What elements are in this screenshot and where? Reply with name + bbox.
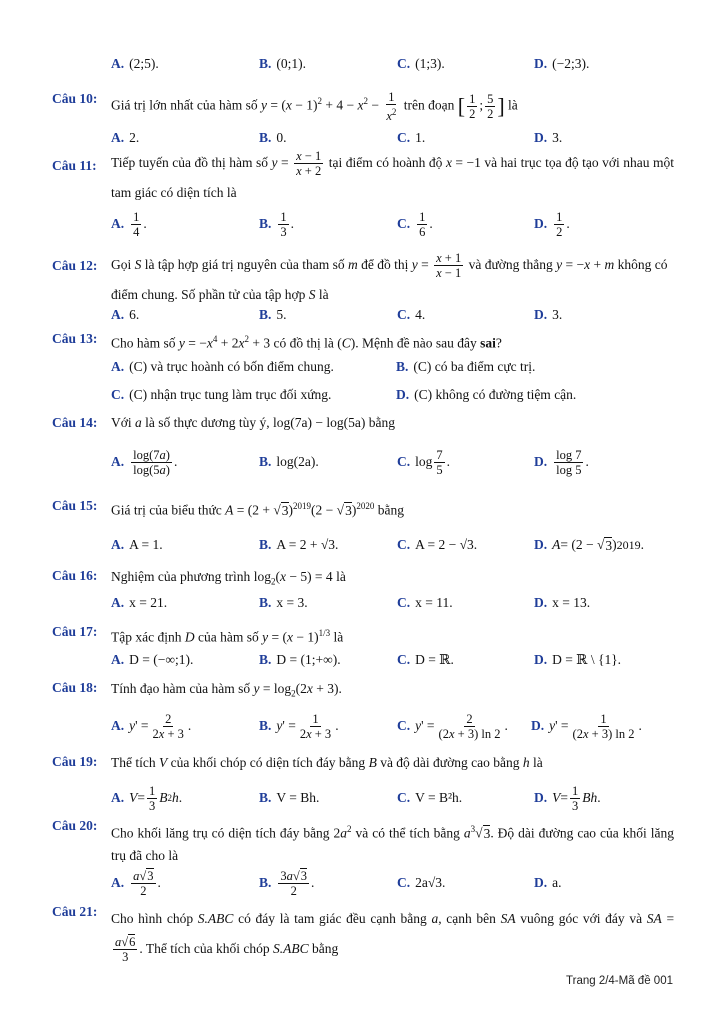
question-number: Câu 17:: [52, 624, 98, 639]
question-9-options: [52, 48, 674, 80]
question-text: Nghiệm của phương trình $\log_2(x - 5) = 4$ là: [111, 569, 346, 587]
option-a[interactable]: A. 2.: [111, 130, 140, 145]
option-a[interactable]: A. D = (−∞;1).: [111, 652, 194, 667]
option-d[interactable]: D. (C) không có đường tiệm cận.: [396, 387, 577, 402]
option-b[interactable]: B. x = 3.: [259, 595, 308, 610]
question-number: Câu 16:: [52, 568, 98, 583]
option-b[interactable]: B. $\frac{1}{3}$ .: [259, 209, 295, 239]
question-number: Câu 12:: [52, 258, 98, 273]
option-a[interactable]: A. $\frac{\log(7a)}{\log(5a)}$ .: [111, 447, 178, 477]
option-a[interactable]: A. (C) và trục hoành có bốn điểm chung.: [111, 359, 334, 374]
question-14: [52, 412, 674, 492]
question-19: [52, 752, 674, 818]
option-b[interactable]: B. (C) có ba điểm cực trị.: [396, 359, 536, 374]
question-10: [52, 88, 674, 154]
option-a[interactable]: A. (2;5).: [111, 56, 159, 71]
option-a[interactable]: A. y ' = $\frac{2}{2x + 3}$ .: [111, 711, 192, 741]
option-d[interactable]: D. V = $\frac{1}{3}$ Bh .: [534, 783, 601, 813]
option-b[interactable]: B. (0;1).: [259, 56, 307, 71]
option-d[interactable]: D. 3.: [534, 307, 563, 322]
option-a[interactable]: A. 6.: [111, 307, 140, 322]
question-15: [52, 492, 674, 562]
option-d[interactable]: D. (−2;3).: [534, 56, 590, 71]
option-b[interactable]: B. y ' = $\frac{1}{2x + 3}$ .: [259, 711, 339, 741]
option-c[interactable]: C. $\frac{1}{6}$ .: [397, 209, 433, 239]
option-c[interactable]: C. log $\frac{7}{5}$ .: [397, 447, 451, 477]
option-c[interactable]: C. x = 11.: [397, 595, 453, 610]
page-footer: Trang 2/4-Mã đề 001: [566, 975, 673, 987]
option-a[interactable]: A. A = 1.: [111, 537, 163, 552]
question-17: [52, 620, 674, 676]
option-d[interactable]: D. $\frac{1}{2}$ .: [534, 209, 570, 239]
option-c[interactable]: C. 2a√3.: [397, 875, 446, 890]
option-b[interactable]: B. V = Bh.: [259, 790, 320, 805]
question-text: Tập xác định D của hàm số $y = (x - 1)^{1/3}$ là: [111, 628, 344, 645]
question-number: Câu 13:: [52, 331, 98, 346]
option-c[interactable]: C. D = ℝ.: [397, 652, 454, 667]
question-text: Tiếp tuyến của đồ thị hàm số y = $\frac{x - 1}{x + 2}$ tại điểm có hoành độ x = −1 và hai trục tọa độ tạo với nhau một tam giác có diện tích là: [111, 149, 674, 201]
question-text: Thể tích V của khối chóp có diện tích đáy bằng B và độ dài đường cao bằng h là: [111, 755, 543, 770]
question-21: [52, 904, 674, 970]
question-text: Giá trị lớn nhất của hàm số $y = (x - 1)^2 + 4 - x^2$ − $\frac{1}{x^2}$ trên đoạn [ $\frac{1}{2}$ ; $\frac{5}{2}$ ] là: [111, 89, 518, 123]
question-text: Giá trị của biểu thức $A = (2 + √3)^{2019}(2 - √3)^{2020}$ bằng: [111, 501, 404, 518]
question-text: Cho khối lăng trụ có diện tích đáy bằng $2a^2$ và có thể tích bằng $a^3√3$. Độ dài đường cao của khối lăng trụ đã cho là: [111, 824, 674, 863]
question-number: Câu 14:: [52, 415, 98, 430]
question-number: Câu 20:: [52, 818, 98, 833]
question-text: Gọi S là tập hợp giá trị nguyên của tham số m để đồ thị y = $\frac{x + 1}{x - 1}$ và đường thẳng y = −x + m không có điểm chung. Số phần tử của tập hợp S là: [111, 251, 668, 303]
question-16: [52, 566, 674, 618]
question-number: Câu 10:: [52, 91, 98, 106]
option-d[interactable]: D. $\frac{\log 7}{\log 5}$ .: [534, 447, 589, 477]
option-a[interactable]: A. x = 21.: [111, 595, 168, 610]
question-20: [52, 818, 674, 904]
option-d[interactable]: D. D = ℝ \ {1}.: [534, 652, 622, 667]
option-d[interactable]: D. y ' = $\frac{1}{(2x + 3) \ln 2}$ .: [531, 711, 642, 741]
question-number: Câu 15:: [52, 498, 98, 513]
option-d[interactable]: D. x = 13.: [534, 595, 591, 610]
option-b[interactable]: B. A = 2 + √3.: [259, 537, 339, 552]
question-number: Câu 19:: [52, 754, 98, 769]
question-18: [52, 678, 674, 748]
option-c[interactable]: C. V = B²h.: [397, 790, 463, 805]
option-c[interactable]: C. A = 2 − √3.: [397, 537, 478, 552]
option-c[interactable]: C. (1;3).: [397, 56, 445, 71]
question-13: [52, 328, 674, 410]
option-a[interactable]: A. $\frac{1}{4}$ .: [111, 209, 147, 239]
question-text: Với a là số thực dương tùy ý, log(7a) − log(5a) bằng: [111, 415, 395, 430]
option-b[interactable]: B. 0.: [259, 130, 287, 145]
question-11: [52, 148, 674, 248]
option-d[interactable]: D. a.: [534, 875, 562, 890]
question-text: Cho hàm số $y = -x^4 + 2x^2 + 3$ có đồ thị là (C). Mệnh đề nào sau đây sai?: [111, 334, 502, 351]
option-a[interactable]: A. $\frac{a√3}{2}$ .: [111, 868, 161, 898]
option-b[interactable]: B. D = (1;+∞).: [259, 652, 341, 667]
option-c[interactable]: C. (C) nhận trục tung làm trục đối xứng.: [111, 387, 332, 402]
option-c[interactable]: C. y ' = $\frac{2}{(2x + 3) \ln 2}$ .: [397, 711, 508, 741]
option-a[interactable]: A. V = $\frac{1}{3}$ B 2 h .: [111, 783, 183, 813]
option-b[interactable]: B. $\frac{3a√3}{2}$ .: [259, 868, 315, 898]
question-number: Câu 11:: [52, 158, 97, 173]
question-text: Cho hình chóp S.ABC có đáy là tam giác đều cạnh bằng a, cạnh bên SA vuông góc với đáy và SA = $\frac{a√6}{3}$ . Thể tích của khối chóp S.ABC bằng: [111, 911, 675, 965]
question-number: Câu 18:: [52, 680, 98, 695]
option-c[interactable]: C. 4.: [397, 307, 426, 322]
option-d[interactable]: D. 3.: [534, 130, 563, 145]
option-b[interactable]: B. log(2a).: [259, 454, 319, 469]
question-12: [52, 250, 674, 328]
option-d[interactable]: D. A = (2 − √ 3 ) 2019 .: [534, 537, 645, 553]
option-c[interactable]: C. 1.: [397, 130, 426, 145]
option-b[interactable]: B. 5.: [259, 307, 287, 322]
question-number: Câu 21:: [52, 904, 98, 919]
question-text: Tính đạo hàm của hàm số $y = \log_2(2x + 3)$.: [111, 681, 342, 699]
